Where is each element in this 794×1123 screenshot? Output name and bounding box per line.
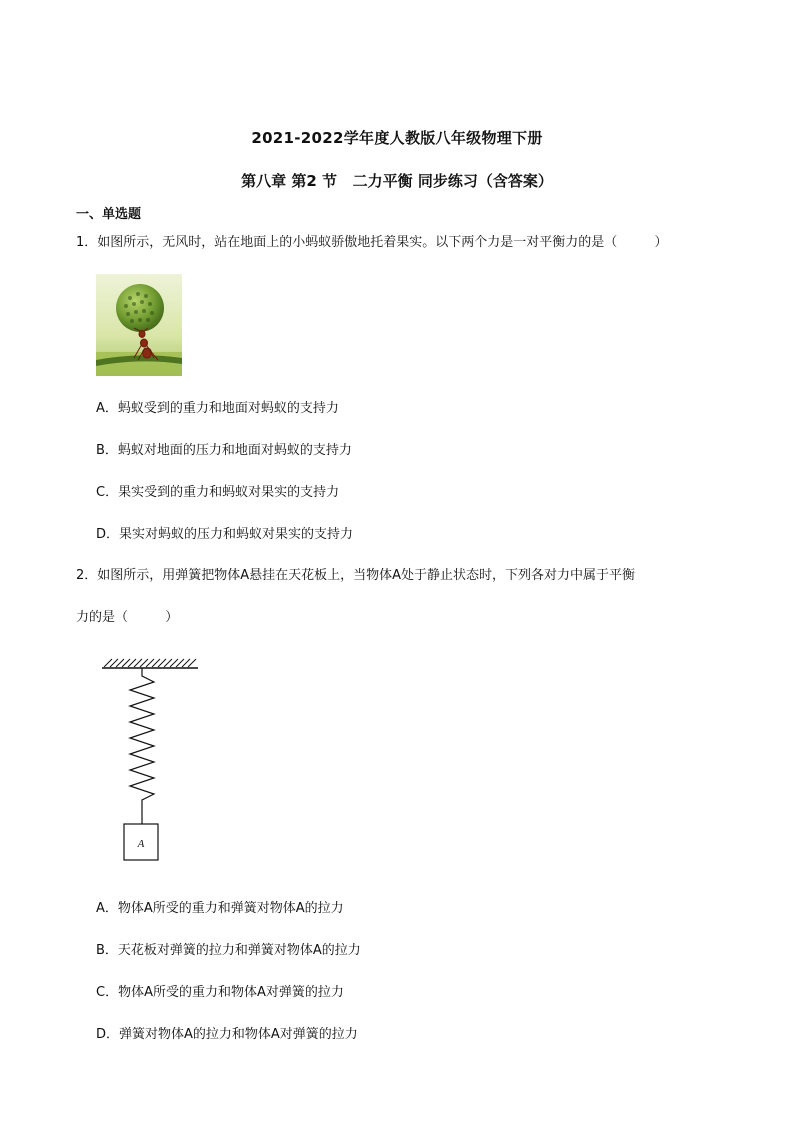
question-2-stem-line-1: 2．如图所示，用弹簧把物体A悬挂在天花板上，当物体A处于静止状态时，下列各对力中属于平衡 [76,568,636,583]
question-1-option-c: C．果实受到的重力和蚂蚁对果实的支持力 [96,485,340,500]
document-title: 2021-2022学年度人教版八年级物理下册 [251,129,543,147]
question-2-option-d: D．弹簧对物体A的拉力和物体A对弹簧的拉力 [96,1027,358,1042]
question-2-option-c: C．物体A所受的重力和物体A对弹簧的拉力 [96,985,344,1000]
spring-hanging-block-diagram [98,656,202,862]
ant-fruit-photo [96,274,182,376]
question-1-option-b: B．蚂蚁对地面的压力和地面对蚂蚁的支持力 [96,443,352,458]
block-a-label: A [137,838,145,850]
question-1-option-d: D．果实对蚂蚁的压力和蚂蚁对果实的支持力 [96,527,354,542]
question-2-stem-line-2: 力的是（ ） [76,610,179,625]
question-2-option-a: A．物体A所受的重力和弹簧对物体A的拉力 [96,901,344,916]
section-heading: 一、单选题 [76,207,142,222]
question-2-option-b: B．天花板对弹簧的拉力和弹簧对物体A的拉力 [96,943,361,958]
document-subtitle: 第八章 第2 节 二力平衡 同步练习（含答案） [241,172,553,190]
question-1-stem: 1．如图所示，无风时，站在地面上的小蚂蚁骄傲地托着果实。以下两个力是一对平衡力的是（ ） [76,235,668,250]
question-1-option-a: A．蚂蚁受到的重力和地面对蚂蚁的支持力 [96,401,339,416]
